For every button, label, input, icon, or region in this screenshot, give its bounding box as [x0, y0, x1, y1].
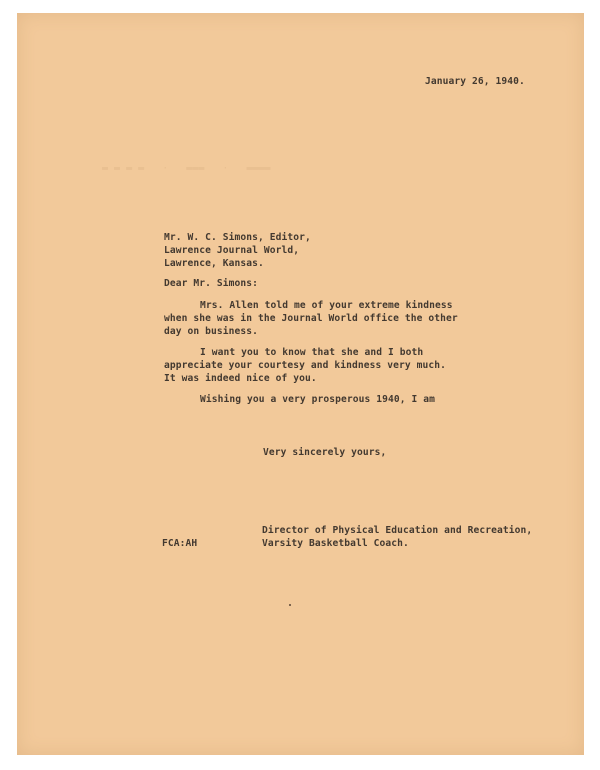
paragraph-1-line-3: day on business.: [164, 326, 259, 337]
paragraph-2-line-1: I want you to know that she and I both: [200, 347, 424, 358]
recipient-line-3: Lawrence, Kansas.: [164, 258, 264, 269]
paragraph-1-line-1: Mrs. Allen told me of your extreme kindness: [200, 300, 453, 311]
paragraph-3: Wishing you a very prosperous 1940, I am: [200, 394, 436, 405]
paragraph-1-line-2: when she was in the Journal World office the other: [164, 313, 458, 324]
recipient-line-1: Mr. W. C. Simons, Editor,: [164, 232, 311, 243]
recipient-line-2: Lawrence Journal World,: [164, 245, 300, 256]
closing: Very sincerely yours,: [263, 447, 387, 458]
paper-speck: [289, 604, 291, 606]
signature-title-line-2: Varsity Basketball Coach.: [262, 538, 409, 549]
letter-paper: [17, 13, 584, 755]
paragraph-2-line-2: appreciate your courtesy and kindness very much.: [164, 360, 447, 371]
signature-title-line-1: Director of Physical Education and Recreation,: [262, 525, 533, 536]
letter-date: January 26, 1940.: [425, 76, 525, 87]
paragraph-2-line-3: It was indeed nice of you.: [164, 373, 317, 384]
bleed-through-mark: ▬ ▬ ▬ ▬ · ▬▬▬ · ▬▬▬▬: [102, 163, 271, 174]
initials: FCA:AH: [162, 538, 198, 549]
salutation: Dear Mr. Simons:: [164, 278, 259, 289]
